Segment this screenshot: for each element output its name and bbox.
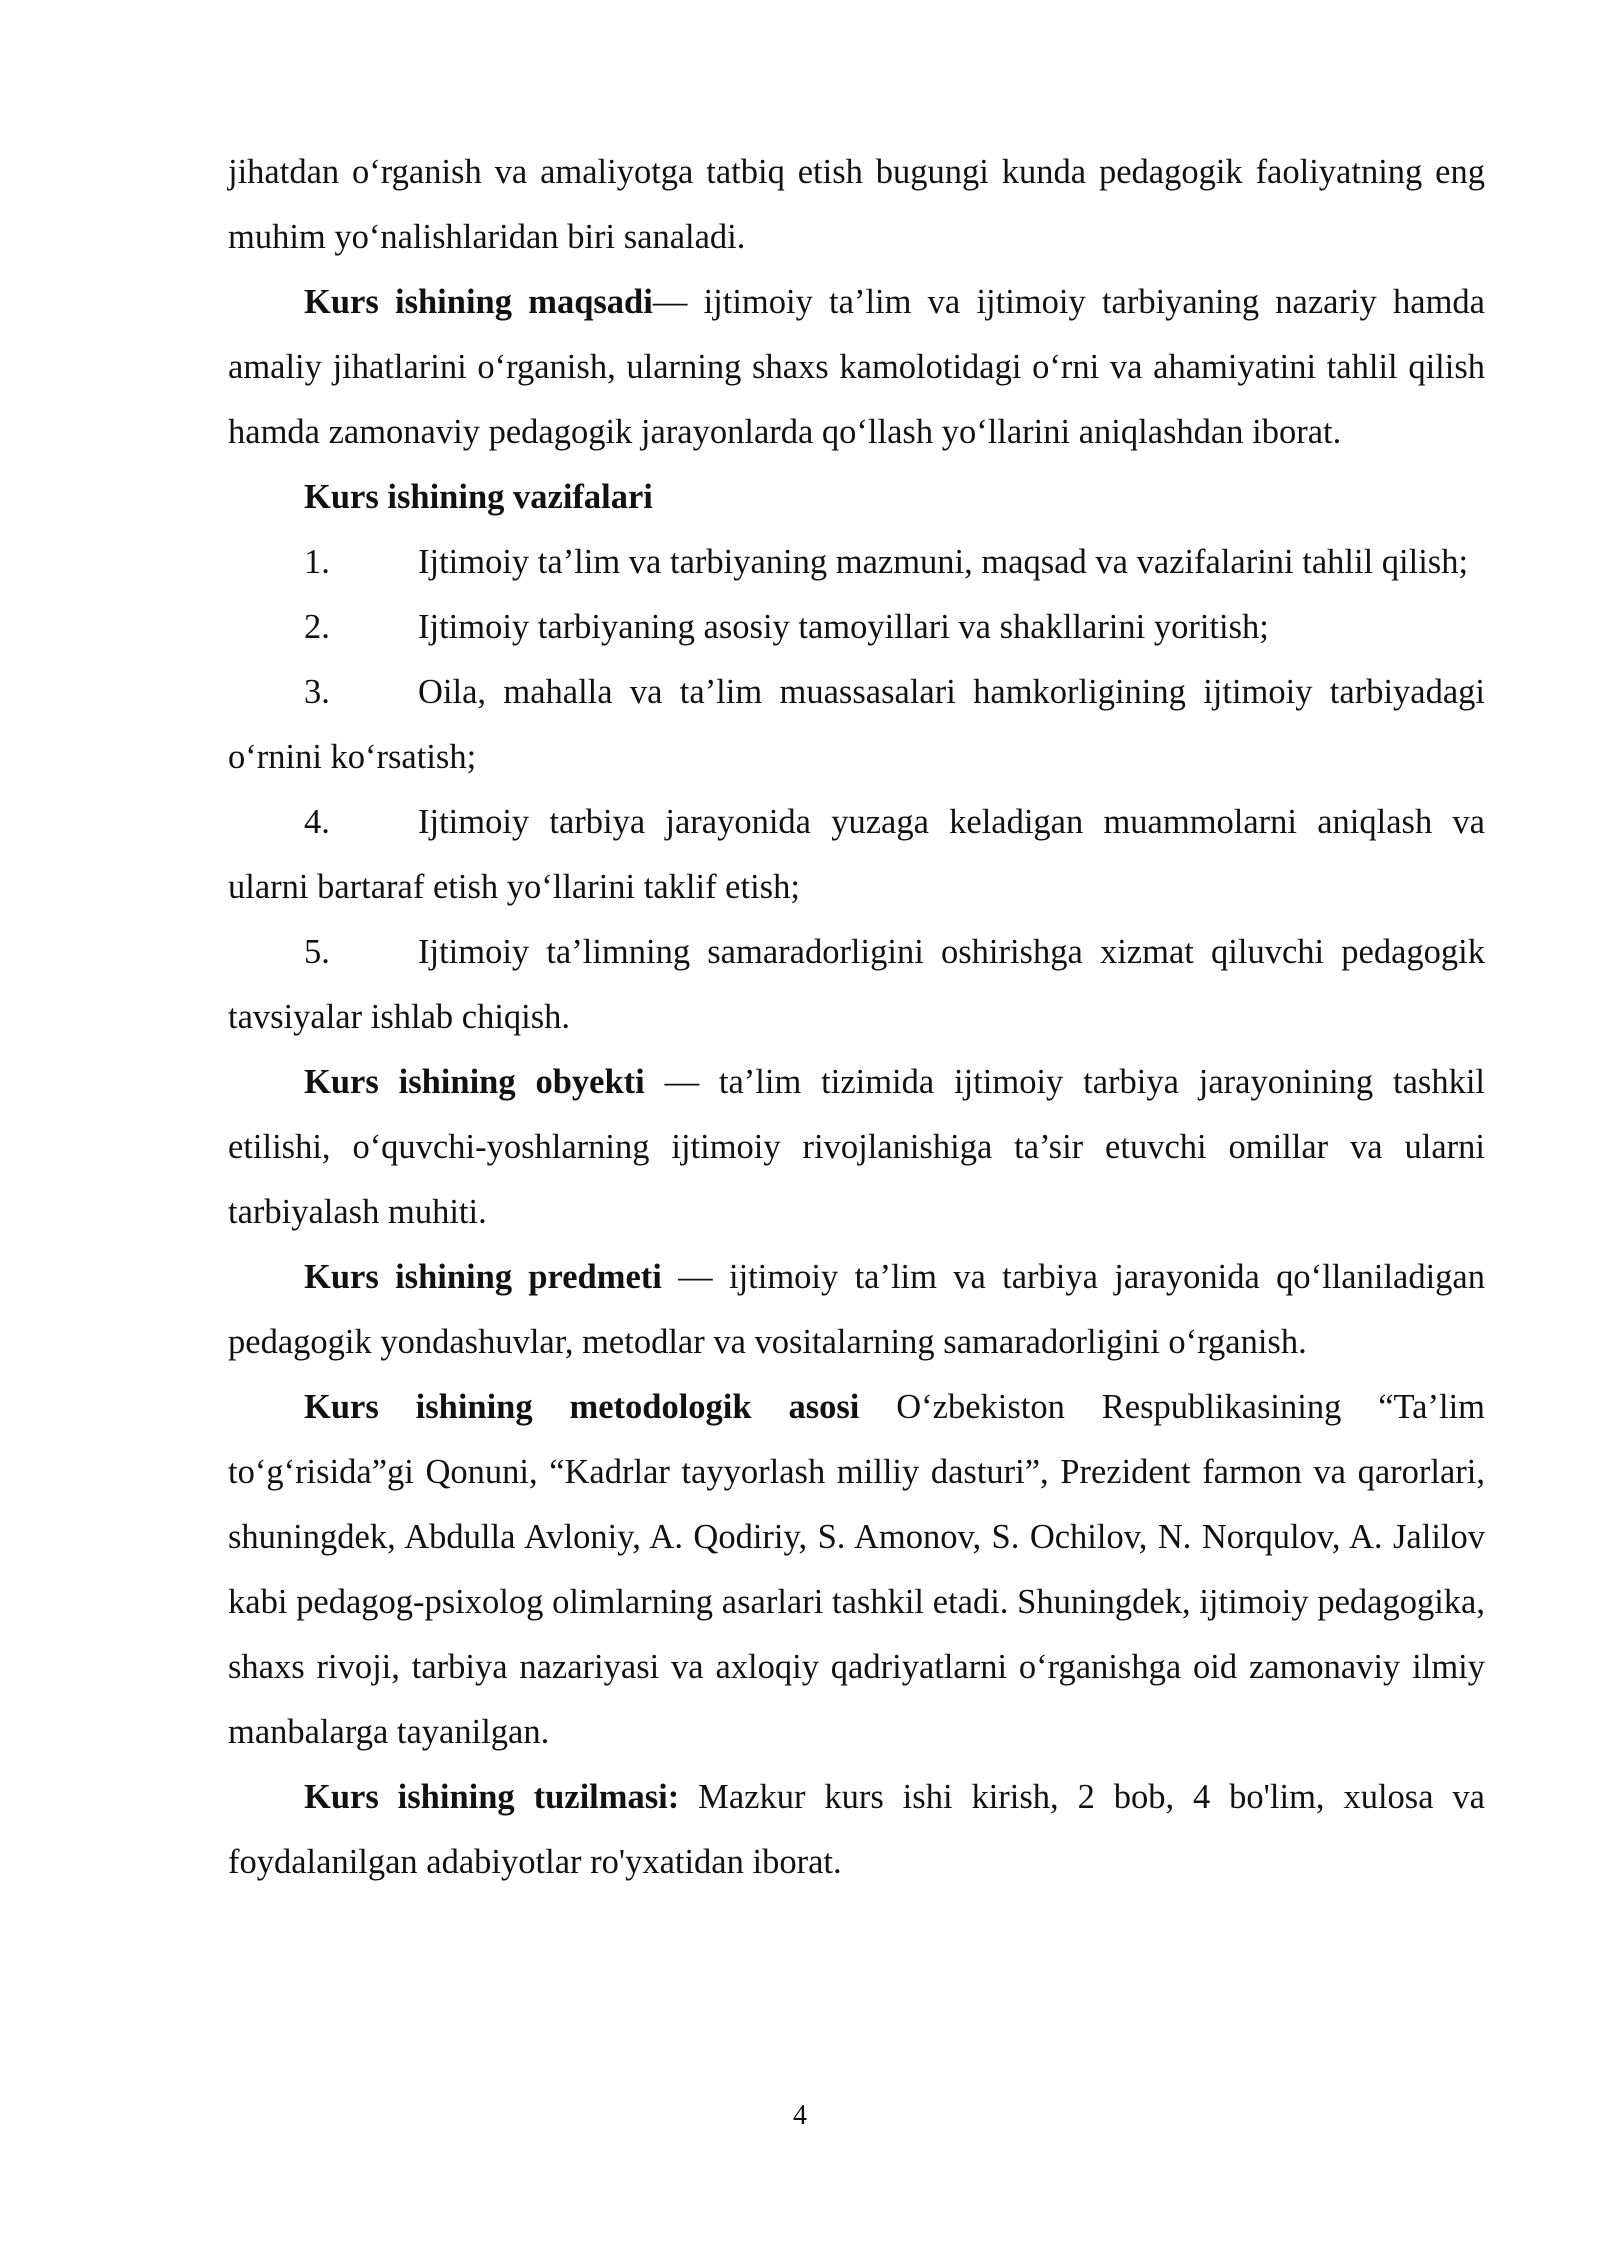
tuzilma-text: Mazkur kurs ishi kirish, 2 bob, 4 bo'lim, xulosa va foydalanilgan adabiyotlar ro'yxatidan iborat.: [228, 1778, 1485, 1881]
list-item-text: Ijtimoiy ta’limning samaradorligini oshirishga xizmat qiluvchi pedagogik tavsiyalar ishlab chiqish.: [228, 933, 1485, 1036]
list-item: [228, 660, 1485, 790]
metodologik-text: O‘zbekiston Respublikasining “Ta’lim to‘g‘risida”gi Qonuni, “Kadrlar tayyorlash milliy dasturi”, Prezident farmon va qarorlari, shuningdek, Abdulla Avloniy, A. Qodiriy, S. Amonov, S. Ochilov, N. Norqulov, A. Jalilov kabi pedagog-psixolog olimlarning asarlari tashkil etadi. Shuningdek, ijtimoiy pedagogika, shaxs rivoji, tarbiya nazariyasi va axloqiy qadriyatlarni o‘rganishga oid zamonaviy ilmiy manbalarga tayanilgan.: [228, 1388, 1485, 1751]
metodologik-label: Kurs ishining metodologik asosi: [304, 1388, 860, 1426]
vazifalar-heading: Kurs ishining vazifalari: [304, 478, 653, 516]
list-item: [228, 920, 1485, 1050]
list-item-text: Ijtimoiy tarbiya jarayonida yuzaga keladigan muammolarni aniqlash va ularni bartaraf etish yo‘llarini taklif etish;: [228, 803, 1485, 906]
list-item: [228, 530, 1485, 595]
list-item-number: 3.: [304, 673, 330, 711]
list-item-text: Ijtimoiy tarbiyaning asosiy tamoyillari va shakllarini yoritish;: [418, 608, 1269, 646]
obyekt-label: Kurs ishining obyekti: [304, 1063, 645, 1101]
intro-paragraph: jihatdan o‘rganish va amaliyotga tatbiq etish bugungi kunda pedagogik faoliyatning eng muhim yo‘nalishlaridan biri sanaladi.: [228, 153, 1485, 256]
predmet-label: Kurs ishining predmeti: [304, 1258, 662, 1296]
maqsad-text: — ijtimoiy ta’lim va ijtimoiy tarbiyaning nazariy hamda amaliy jihatlarini o‘rganish, ularning shaxs kamolotidagi o‘rni va ahamiyatini tahlil qilish hamda zamonaviy pedagogik jarayonlarda qo‘llash yo‘llarini aniqlashdan iborat.: [228, 283, 1485, 451]
tuzilma-paragraph: [228, 1765, 1485, 1895]
list-item-number: 4.: [304, 803, 330, 841]
obyekt-paragraph: [228, 1050, 1485, 1245]
tuzilma-label: Kurs ishining tuzilmasi:: [304, 1778, 680, 1816]
predmet-text: — ijtimoiy ta’lim va tarbiya jarayonida qo‘llaniladigan pedagogik yondashuvlar, metodlar va vositalarning samaradorligini o‘rganish.: [228, 1258, 1485, 1361]
obyekt-text: — ta’lim tizimida ijtimoiy tarbiya jarayonining tashkil etilishi, o‘quvchi-yoshlarning ijtimoiy rivojlanishiga ta’sir etuvchi omillar va ularni tarbiyalash muhiti.: [228, 1063, 1485, 1231]
list-item-number: 1.: [304, 543, 330, 581]
list-item: [228, 790, 1485, 920]
metodologik-paragraph: [228, 1375, 1485, 1765]
maqsad-paragraph: [228, 270, 1485, 465]
list-item-number: 5.: [304, 933, 330, 971]
page-number: 4: [793, 2100, 807, 2131]
list-item-text: Oila, mahalla va ta’lim muassasalari hamkorligining ijtimoiy tarbiyadagi o‘rnini ko‘rsatish;: [228, 673, 1485, 776]
list-item-number: 2.: [304, 608, 330, 646]
document-page: [228, 140, 1485, 1895]
list-item: [228, 595, 1485, 660]
maqsad-label: Kurs ishining maqsadi: [304, 283, 653, 321]
list-item-text: Ijtimoiy ta’lim va tarbiyaning mazmuni, maqsad va vazifalarini tahlil qilish;: [418, 543, 1469, 581]
predmet-paragraph: [228, 1245, 1485, 1375]
